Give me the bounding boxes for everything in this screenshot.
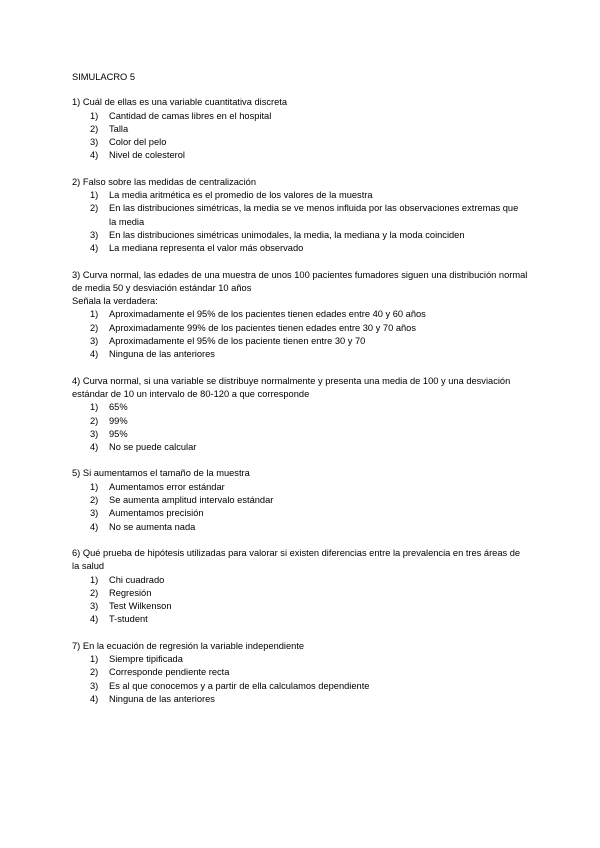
option-number: 1) — [90, 574, 99, 585]
question-instruction: Señala la verdadera: — [72, 296, 158, 307]
option-number: 4) — [90, 693, 99, 704]
answer-option — [72, 242, 528, 255]
answer-option — [72, 136, 528, 149]
option-text: Talla — [109, 123, 129, 134]
option-text: Siempre tipificada — [109, 653, 183, 664]
answer-option — [72, 110, 528, 123]
question-number: 3) — [72, 269, 81, 280]
option-text: Ninguna de las anteriores — [109, 349, 215, 360]
answer-option — [72, 401, 528, 414]
question-statement: En la ecuación de regresión la variable independiente — [82, 640, 305, 651]
option-number: 2) — [90, 587, 99, 598]
option-text: En las distribuciones simétricas, la media se ve menos influida por las observaciones extremas que la media — [109, 203, 519, 227]
answer-options — [72, 574, 528, 627]
question-list — [72, 96, 528, 706]
question-statement: Si aumentamos el tamaño de la muestra — [82, 468, 250, 479]
option-text: 65% — [109, 402, 128, 413]
answer-option — [72, 574, 528, 587]
question-number: 6) — [72, 547, 81, 558]
option-text: 95% — [109, 428, 128, 439]
answer-option — [72, 613, 528, 626]
option-text: Es al que conocemos y a partir de ella calculamos dependiente — [109, 680, 370, 691]
option-text: Nivel de colesterol — [109, 150, 185, 161]
question-block-1 — [72, 96, 528, 162]
option-text: Test Wilkenson — [109, 601, 172, 612]
question-text — [72, 176, 528, 189]
answer-options — [72, 308, 528, 361]
option-text: Corresponde pendiente recta — [109, 667, 230, 678]
option-text: En las distribuciones simétricas unimodales, la media, la mediana y la moda coinciden — [109, 229, 465, 240]
answer-option — [72, 653, 528, 666]
option-text: Aproximadamente 99% de los pacientes tienen edades entre 30 y 70 años — [109, 322, 417, 333]
question-block-5 — [72, 467, 528, 533]
option-text: T-student — [109, 614, 148, 625]
question-number: 7) — [72, 640, 81, 651]
option-text: Regresión — [109, 587, 152, 598]
option-number: 2) — [90, 203, 99, 214]
option-number: 2) — [90, 322, 99, 333]
question-block-6 — [72, 547, 528, 627]
option-number: 1) — [90, 653, 99, 664]
document-content — [72, 71, 528, 719]
answer-option — [72, 415, 528, 428]
answer-option — [72, 441, 528, 454]
answer-option — [72, 229, 528, 242]
option-number: 3) — [90, 508, 99, 519]
option-number: 4) — [90, 243, 99, 254]
question-text — [72, 375, 528, 402]
option-text: Aumentamos error estándar — [109, 481, 225, 492]
answer-option — [72, 521, 528, 534]
answer-option — [72, 507, 528, 520]
option-text: Cantidad de camas libres en el hospital — [109, 110, 272, 121]
answer-option — [72, 587, 528, 600]
answer-options — [72, 481, 528, 534]
option-number: 4) — [90, 150, 99, 161]
option-number: 3) — [90, 680, 99, 691]
question-statement: Cuál de ellas es una variable cuantitativa discreta — [82, 97, 288, 108]
answer-option — [72, 189, 528, 202]
option-text: Aproximadamente el 95% de los pacientes tienen edades entre 40 y 60 años — [109, 309, 426, 320]
answer-options — [72, 401, 528, 454]
answer-option — [72, 494, 528, 507]
option-text: Aproximadamente el 95% de los paciente tienen entre 30 y 70 — [109, 336, 366, 347]
question-statement: Curva normal, las edades de una muestra de unos 100 pacientes fumadores siguen una distribución normal de media 50 y desviación estándar 10 años — [72, 269, 528, 293]
question-block-2 — [72, 176, 528, 256]
question-block-3 — [72, 269, 528, 362]
question-block-7 — [72, 640, 528, 706]
question-text — [72, 96, 528, 109]
question-statement: Falso sobre las medidas de centralización — [82, 176, 256, 187]
option-text: La mediana representa el valor más observado — [109, 243, 304, 254]
answer-option — [72, 308, 528, 321]
option-number: 4) — [90, 349, 99, 360]
answer-option — [72, 335, 528, 348]
answer-option — [72, 322, 528, 335]
question-text — [72, 640, 528, 653]
answer-option — [72, 123, 528, 136]
answer-option — [72, 149, 528, 162]
answer-option — [72, 428, 528, 441]
option-text: Ninguna de las anteriores — [109, 693, 215, 704]
option-number: 2) — [90, 123, 99, 134]
document-title: SIMULACRO 5 — [72, 72, 136, 82]
question-block-4 — [72, 375, 528, 455]
question-statement: Qué prueba de hipótesis utilizadas para valorar si existen diferencias entre la prevalencia en tres áreas de la salud — [72, 547, 521, 572]
answer-option — [72, 481, 528, 494]
option-number: 3) — [90, 229, 99, 240]
option-number: 2) — [90, 415, 99, 426]
option-number: 4) — [90, 521, 99, 532]
option-number: 3) — [90, 336, 99, 347]
question-number: 5) — [72, 468, 81, 479]
option-text: Aumentamos precisión — [109, 508, 204, 519]
answer-option — [72, 202, 528, 229]
question-number: 1) — [72, 97, 81, 108]
option-number: 3) — [90, 601, 99, 612]
question-statement: Curva normal, si una variable se distribuye normalmente y presenta una media de 100 y una desviación estándar de 10 un intervalo de 80-120 a que corresponde — [72, 375, 511, 399]
answer-option — [72, 693, 528, 706]
answer-option — [72, 600, 528, 613]
option-number: 2) — [90, 495, 99, 506]
answer-option — [72, 680, 528, 693]
answer-options — [72, 189, 528, 255]
option-number: 4) — [90, 442, 99, 453]
answer-option — [72, 348, 528, 361]
answer-option — [72, 666, 528, 679]
option-text: Chi cuadrado — [109, 574, 165, 585]
question-number: 2) — [72, 176, 81, 187]
option-number: 4) — [90, 614, 99, 625]
option-number: 1) — [90, 190, 99, 201]
option-text: La media aritmética es el promedio de los valores de la muestra — [109, 190, 373, 201]
option-number: 2) — [90, 667, 99, 678]
question-number: 4) — [72, 375, 81, 386]
option-number: 3) — [90, 428, 99, 439]
question-text — [72, 547, 528, 574]
option-number: 1) — [90, 110, 99, 121]
option-text: No se puede calcular — [109, 442, 197, 453]
option-text: No se aumenta nada — [109, 521, 196, 532]
option-number: 1) — [90, 481, 99, 492]
answer-options — [72, 653, 528, 706]
option-text: Se aumenta amplitud intervalo estándar — [109, 495, 274, 506]
option-text: Color del pelo — [109, 137, 167, 148]
option-number: 3) — [90, 137, 99, 148]
question-text — [72, 269, 528, 296]
question-text — [72, 467, 528, 480]
option-number: 1) — [90, 402, 99, 413]
answer-options — [72, 110, 528, 163]
option-number: 1) — [90, 309, 99, 320]
option-text: 99% — [109, 415, 128, 426]
